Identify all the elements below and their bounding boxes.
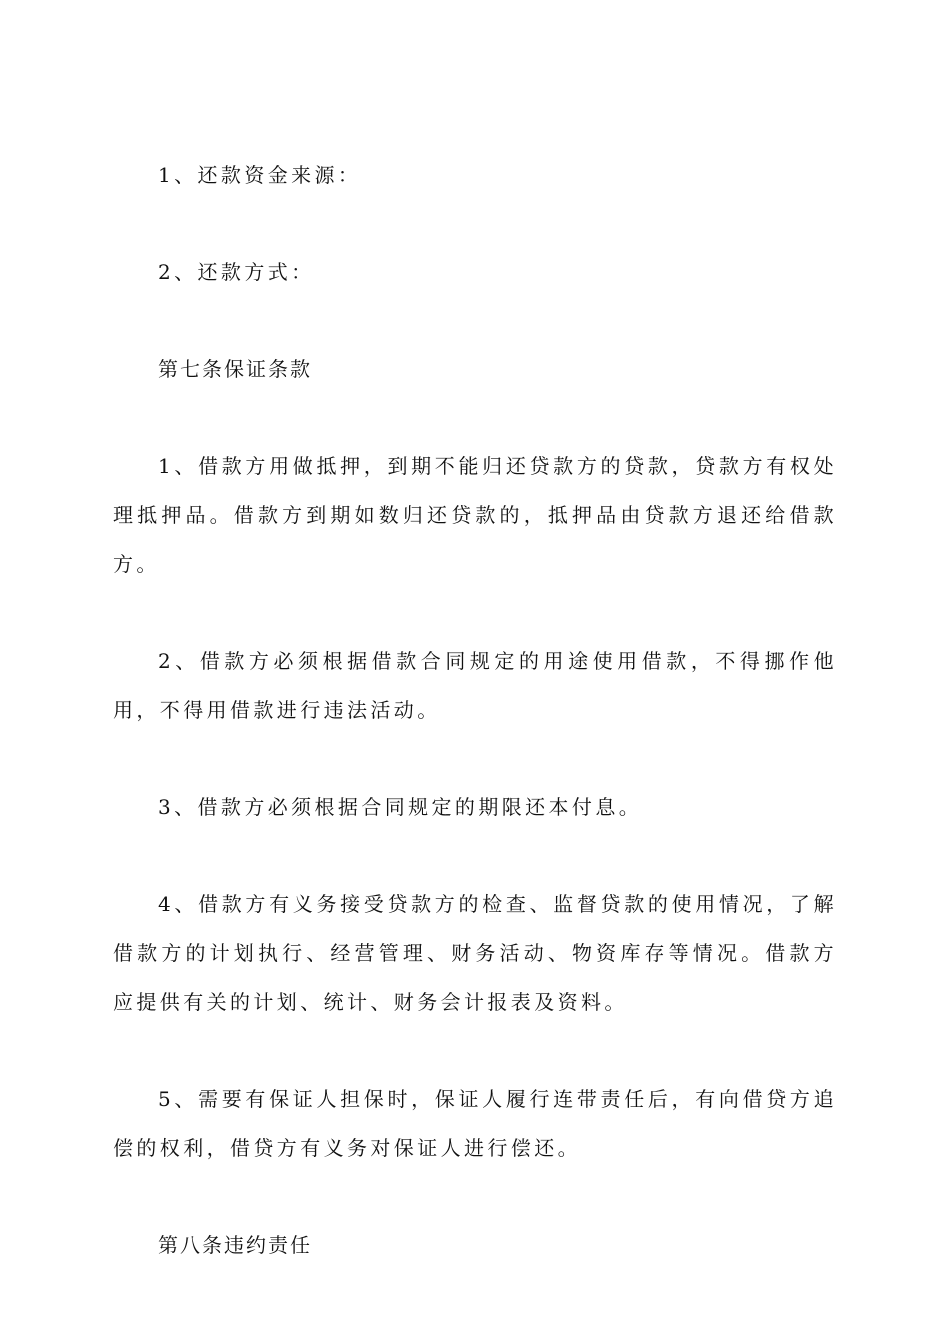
article-7-item-1: 1、借款方用做抵押，到期不能归还贷款方的贷款，贷款方有权处理抵押品。借款方到期如数归还贷款的，抵押品由贷款方退还给借款方。 bbox=[113, 454, 837, 576]
clause-repayment-method: 2、还款方式： bbox=[158, 260, 315, 284]
article-7-item-2: 2、借款方必须根据借款合同规定的用途使用借款，不得挪作他用，不得用借款进行违法活动。 bbox=[113, 649, 837, 722]
article-8-heading: 第八条违约责任 bbox=[158, 1233, 312, 1257]
article-7-item-5: 5、需要有保证人担保时，保证人履行连带责任后，有向借贷方追偿的权利，借贷方有义务对保证人进行偿还。 bbox=[113, 1087, 837, 1160]
document-body bbox=[113, 151, 837, 1318]
article-7-item-4: 4、借款方有义务接受贷款方的检查、监督贷款的使用情况，了解借款方的计划执行、经营管理、财务活动、物资库存等情况。借款方应提供有关的计划、统计、财务会计报表及资料。 bbox=[113, 892, 837, 1014]
clause-repayment-source: 1、还款资金来源： bbox=[158, 163, 362, 187]
article-7-item-3: 3、借款方必须根据合同规定的期限还本付息。 bbox=[158, 795, 643, 819]
article-7-heading: 第七条保证条款 bbox=[158, 357, 312, 381]
